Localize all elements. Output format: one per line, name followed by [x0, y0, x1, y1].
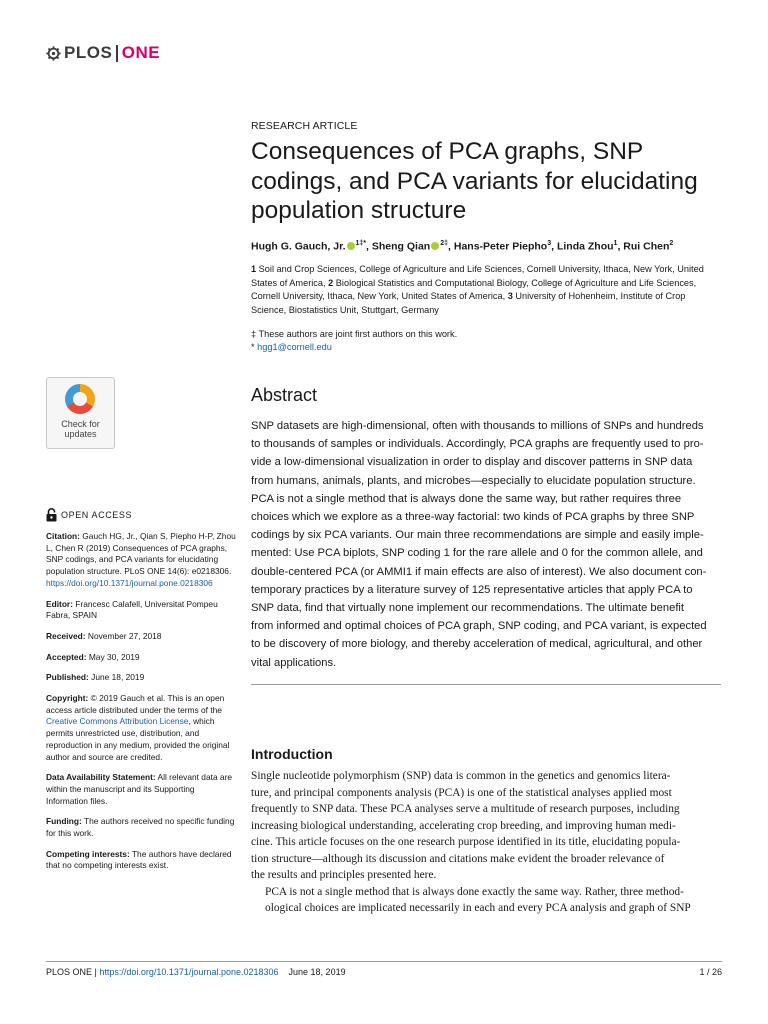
author-affiliation-marker: 2	[669, 240, 674, 247]
logo-divider	[116, 45, 118, 62]
article-type: RESEARCH ARTICLE	[251, 120, 358, 132]
page-number: 1 / 26	[699, 967, 722, 977]
text-line: SNP data, find that virtually none implement our recommendations. The ultimate benefit	[251, 602, 685, 615]
footer-journal: PLOS ONE	[46, 967, 93, 977]
affiliation-number: 2	[328, 277, 334, 288]
citation-doi-link[interactable]: https://doi.org/10.1371/journal.pone.0218306	[46, 577, 213, 588]
joint-authorship-note: ‡ These authors are joint first authors on this work.	[251, 329, 458, 339]
text-line: PCA is not a single method that is always done exactly the same way. Rather, three method-	[265, 885, 684, 898]
article-info-sidebar	[46, 531, 238, 881]
text-line: to thousands of samples or individuals. Accordingly, PCA graphs are frequently used to pro-	[251, 438, 704, 451]
check-badge-line-1: Check for	[61, 419, 100, 429]
plos-gear-icon	[46, 46, 61, 61]
check-badge-line-2: updates	[64, 429, 97, 439]
affiliation-number: 3	[507, 291, 513, 301]
text-line: cine. This article focuses on the one research purpose identified in its title, elucidating popula-	[251, 836, 681, 848]
footer-divider	[46, 961, 722, 962]
text-line: double-centered PCA (or AMMI1 if main effects are also of interest). We also document con-	[251, 565, 707, 578]
author-affiliation-marker: 1‡*	[355, 240, 367, 247]
text-line: PCA is not a single method that is always done the same way, but rather requires three	[251, 492, 682, 505]
open-access-label	[46, 508, 132, 522]
text-line: temporary practices by a literature survey of 125 representative articles that apply PCA to	[251, 583, 693, 596]
author-name: Rui Chen	[623, 240, 670, 253]
introduction-body	[251, 768, 716, 917]
check-for-updates-badge[interactable]	[46, 377, 115, 449]
funding-block: Funding: The authors received no specific funding for this work.	[46, 816, 235, 839]
author-name: Sheng Qian	[371, 240, 431, 253]
author-separator: ,	[617, 240, 624, 253]
author-name: Hans-Peter Piepho	[453, 240, 548, 253]
corresponding-email	[251, 341, 332, 354]
author-name: Hugh G. Gauch, Jr.	[251, 240, 346, 253]
citation-block: Citation: Gauch HG, Jr., Qian S, Piepho H-P, Zhou L, Chen R (2019) Consequences of PCA graphs, SNP codings, and PCA variants for elucidating population structure. PLoS ONE 14(6): e0218306. https://doi.org/10.1371/journal.pone.0218306	[46, 531, 236, 588]
author-list	[251, 236, 731, 255]
orcid-icon[interactable]	[347, 242, 355, 250]
introduction-paragraph-2	[251, 884, 716, 917]
author-separator: ,	[551, 240, 557, 253]
license-link[interactable]: Creative Commons Attribution License	[46, 716, 189, 727]
affiliation-text: University of Hohenheim, Institute of Crop Science, Biostatistics Unit, Stuttgart, Germany	[251, 291, 686, 315]
text-line: vital applications.	[251, 656, 337, 669]
accepted-date: Accepted: May 30, 2019	[46, 651, 140, 662]
received-date: Received: November 27, 2018	[46, 630, 162, 641]
open-access-text: OPEN ACCESS	[61, 510, 133, 520]
affiliation-text: Biological Statistics and Computational Biology, College of Agriculture and Life Sciences, Cornell University, Ithaca, New York, United States of America,	[251, 277, 697, 301]
competing-interests-block: Competing interests: The authors have declared that no competing interests exist.	[46, 848, 232, 871]
text-line: the results and principles presented here.	[251, 869, 437, 881]
text-line: tion structure—although its discussion and citations make evident the broader relevance of	[251, 852, 665, 865]
text-line: vide a low-dimensional visualization in order to display and discover patterns in SNP data	[251, 456, 693, 469]
affiliation-number: 1	[251, 264, 257, 274]
email-prefix: *	[251, 342, 258, 352]
journal-logo	[46, 42, 160, 64]
text-line: ological choices are implicated necessarily in each and every PCA analysis and graph of SNP	[265, 902, 691, 914]
open-lock-icon	[46, 508, 57, 522]
text-line: SNP datasets are high-dimensional, often with thousands to millions of SNPs and hundreds	[251, 420, 704, 432]
abstract-body	[251, 417, 721, 672]
page-footer: PLOS ONE | https://doi.org/10.1371/journal.pone.0218306 June 18, 2019	[46, 967, 346, 977]
text-line: to be discovery of more biology, and thereby acceleration of medical, agricultural, and other	[251, 638, 703, 651]
editor-block: Editor: Francesc Calafell, Universitat Pompeu Fabra, SPAIN	[46, 598, 218, 621]
text-line: increasing biological understanding, accelerating crop breeding, and improving human medi-	[251, 819, 676, 832]
logo-one-text: ONE	[121, 43, 161, 62]
affiliations	[251, 263, 721, 317]
introduction-paragraph-1	[251, 768, 716, 884]
text-line: choices which we explore as a three-way factorial: two kinds of PCA graphs by three SNP	[251, 511, 695, 524]
text-line: ture, and principal components analysis (PCA) is one of the statistical analyses applied most	[251, 786, 672, 799]
text-line: codings by six PCA variants. Our main three recommendations are simple and easily imple-	[251, 529, 704, 542]
orcid-icon[interactable]	[431, 242, 439, 250]
footer-date: June 18, 2019	[288, 967, 346, 977]
email-link[interactable]: hgg1@cornell.edu	[257, 342, 332, 352]
check-for-updates-label	[47, 419, 114, 439]
article-title: Consequences of PCA graphs, SNP codings, and PCA variants for elucidating population structure	[251, 138, 698, 224]
footer-doi-link[interactable]: https://doi.org/10.1371/journal.pone.0218306	[99, 967, 279, 977]
text-line: Single nucleotide polymorphism (SNP) data is common in the genetics and genomics litera-	[251, 770, 671, 782]
text-line: mented: Use PCA biplots, SNP coding 1 for the rare allele and 0 for the common allele, and	[251, 547, 703, 560]
affiliation-text: Soil and Crop Sciences, College of Agriculture and Life Sciences, Cornell University, Ithaca, New York, United States of America,	[251, 264, 704, 288]
author-separator: ,	[366, 240, 372, 253]
introduction-heading: Introduction	[251, 746, 333, 762]
author-separator: ,	[448, 240, 454, 253]
logo-plos-text: PLOS	[64, 43, 113, 62]
crossmark-icon	[65, 384, 95, 414]
text-line: from humans, animals, plants, and microbes—especially to elucidate population structure.	[251, 474, 696, 487]
copyright-block: Copyright: © 2019 Gauch et al. This is an open access article distributed under the terms of the Creative Commons Attribution License, which permits unrestricted use, distribution, and reproduction in any medium, provided the original author and source are credited.	[46, 693, 230, 762]
author-affiliation-marker: 1	[613, 240, 618, 247]
text-line: frequently to SNP data. These PCA analyses serve a multitude of research purposes, including	[251, 803, 680, 815]
author-affiliation-marker: 3	[547, 240, 552, 247]
abstract-divider	[251, 684, 721, 685]
author-affiliation-marker: 2‡	[440, 240, 449, 247]
text-line: from informed and optimal choices of PCA graph, SNP coding, and PCA variant, is expected	[251, 620, 707, 633]
author-name: Linda Zhou	[556, 240, 614, 253]
data-availability-block: Data Availability Statement: All relevant data are within the manuscript and its Supporting Information files.	[46, 772, 233, 806]
abstract-heading: Abstract	[251, 385, 318, 405]
published-date: Published: June 18, 2019	[46, 672, 145, 683]
